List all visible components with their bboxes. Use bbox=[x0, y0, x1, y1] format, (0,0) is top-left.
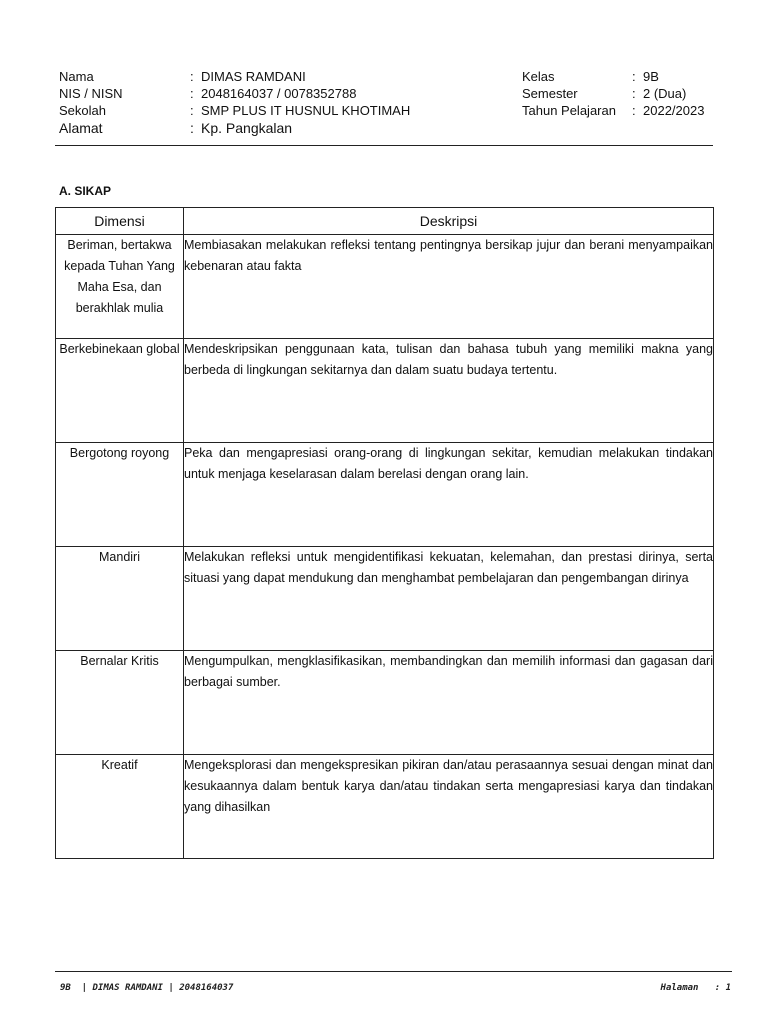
semester-value: 2 (Dua) bbox=[643, 86, 687, 101]
table-header-row bbox=[56, 208, 714, 235]
dimensi-cell: Beriman, bertakwa kepada Tuhan Yang Maha Esa, dan berakhlak mulia bbox=[56, 235, 184, 339]
footer-divider bbox=[55, 971, 732, 972]
alamat-label: Alamat bbox=[59, 120, 103, 136]
semester-label: Semester bbox=[522, 86, 578, 101]
deskripsi-cell: Membiasakan melakukan refleksi tentang pentingnya bersikap jujur dan berani menyampaikan kebenaran atau fakta bbox=[184, 235, 714, 339]
colon: : bbox=[190, 103, 194, 118]
deskripsi-cell: Mendeskripsikan penggunaan kata, tulisan dan bahasa tubuh yang memiliki makna yang berbeda di lingkungan sekitarnya dan dalam suatu budaya tertentu. bbox=[184, 339, 714, 443]
header-dimensi: Dimensi bbox=[56, 208, 184, 235]
table-row bbox=[56, 443, 714, 547]
table-row bbox=[56, 755, 714, 859]
dimensi-cell: Mandiri bbox=[56, 547, 184, 651]
table-row bbox=[56, 235, 714, 339]
sikap-table bbox=[55, 207, 714, 859]
header-divider bbox=[55, 145, 713, 146]
sekolah-value: SMP PLUS IT HUSNUL KHOTIMAH bbox=[201, 103, 411, 118]
kelas-label: Kelas bbox=[522, 69, 555, 84]
dimensi-cell: Bergotong royong bbox=[56, 443, 184, 547]
deskripsi-cell: Melakukan refleksi untuk mengidentifikasi kekuatan, kelemahan, dan prestasi dirinya, serta situasi yang dapat mendukung dan menghambat pembelajaran dan pengembangan dirinya bbox=[184, 547, 714, 651]
colon: : bbox=[632, 86, 636, 101]
deskripsi-cell: Mengeksplorasi dan mengekspresikan pikiran dan/atau perasaannya sesuai dengan minat dan kesukaannya dalam bentuk karya dan/atau tindakan serta mengapresiasi karya dan tindakan yang dihasilkan bbox=[184, 755, 714, 859]
nis-value: 2048164037 / 0078352788 bbox=[201, 86, 357, 101]
dimensi-cell: Kreatif bbox=[56, 755, 184, 859]
table-row bbox=[56, 547, 714, 651]
kelas-value: 9B bbox=[643, 69, 659, 84]
alamat-value: Kp. Pangkalan bbox=[201, 120, 293, 136]
table-row bbox=[56, 339, 714, 443]
sekolah-label: Sekolah bbox=[59, 103, 106, 118]
colon: : bbox=[632, 69, 636, 84]
tahun-label: Tahun Pelajaran bbox=[522, 103, 616, 118]
deskripsi-cell: Peka dan mengapresiasi orang-orang di lingkungan sekitar, kemudian melakukan tindakan untuk menjaga keselarasan dalam berelasi dengan orang lain. bbox=[184, 443, 714, 547]
nama-value: DIMAS RAMDANI bbox=[201, 69, 306, 84]
colon: : bbox=[190, 120, 194, 136]
colon: : bbox=[190, 69, 194, 84]
nama-label: Nama bbox=[59, 69, 94, 84]
colon: : bbox=[190, 86, 194, 101]
footer-student-info: 9B | DIMAS RAMDANI | 2048164037 bbox=[60, 983, 234, 993]
table-row bbox=[56, 651, 714, 755]
dimensi-cell: Bernalar Kritis bbox=[56, 651, 184, 755]
footer-page-number: Halaman : 1 bbox=[660, 983, 731, 993]
header-deskripsi: Deskripsi bbox=[184, 208, 714, 235]
tahun-value: 2022/2023 bbox=[643, 103, 705, 118]
colon: : bbox=[632, 103, 636, 118]
dimensi-cell: Berkebinekaan global bbox=[56, 339, 184, 443]
deskripsi-cell: Mengumpulkan, mengklasifikasikan, membandingkan dan memilih informasi dan gagasan dari berbagai sumber. bbox=[184, 651, 714, 755]
section-title: A. SIKAP bbox=[59, 184, 112, 198]
nis-label: NIS / NISN bbox=[59, 86, 123, 101]
